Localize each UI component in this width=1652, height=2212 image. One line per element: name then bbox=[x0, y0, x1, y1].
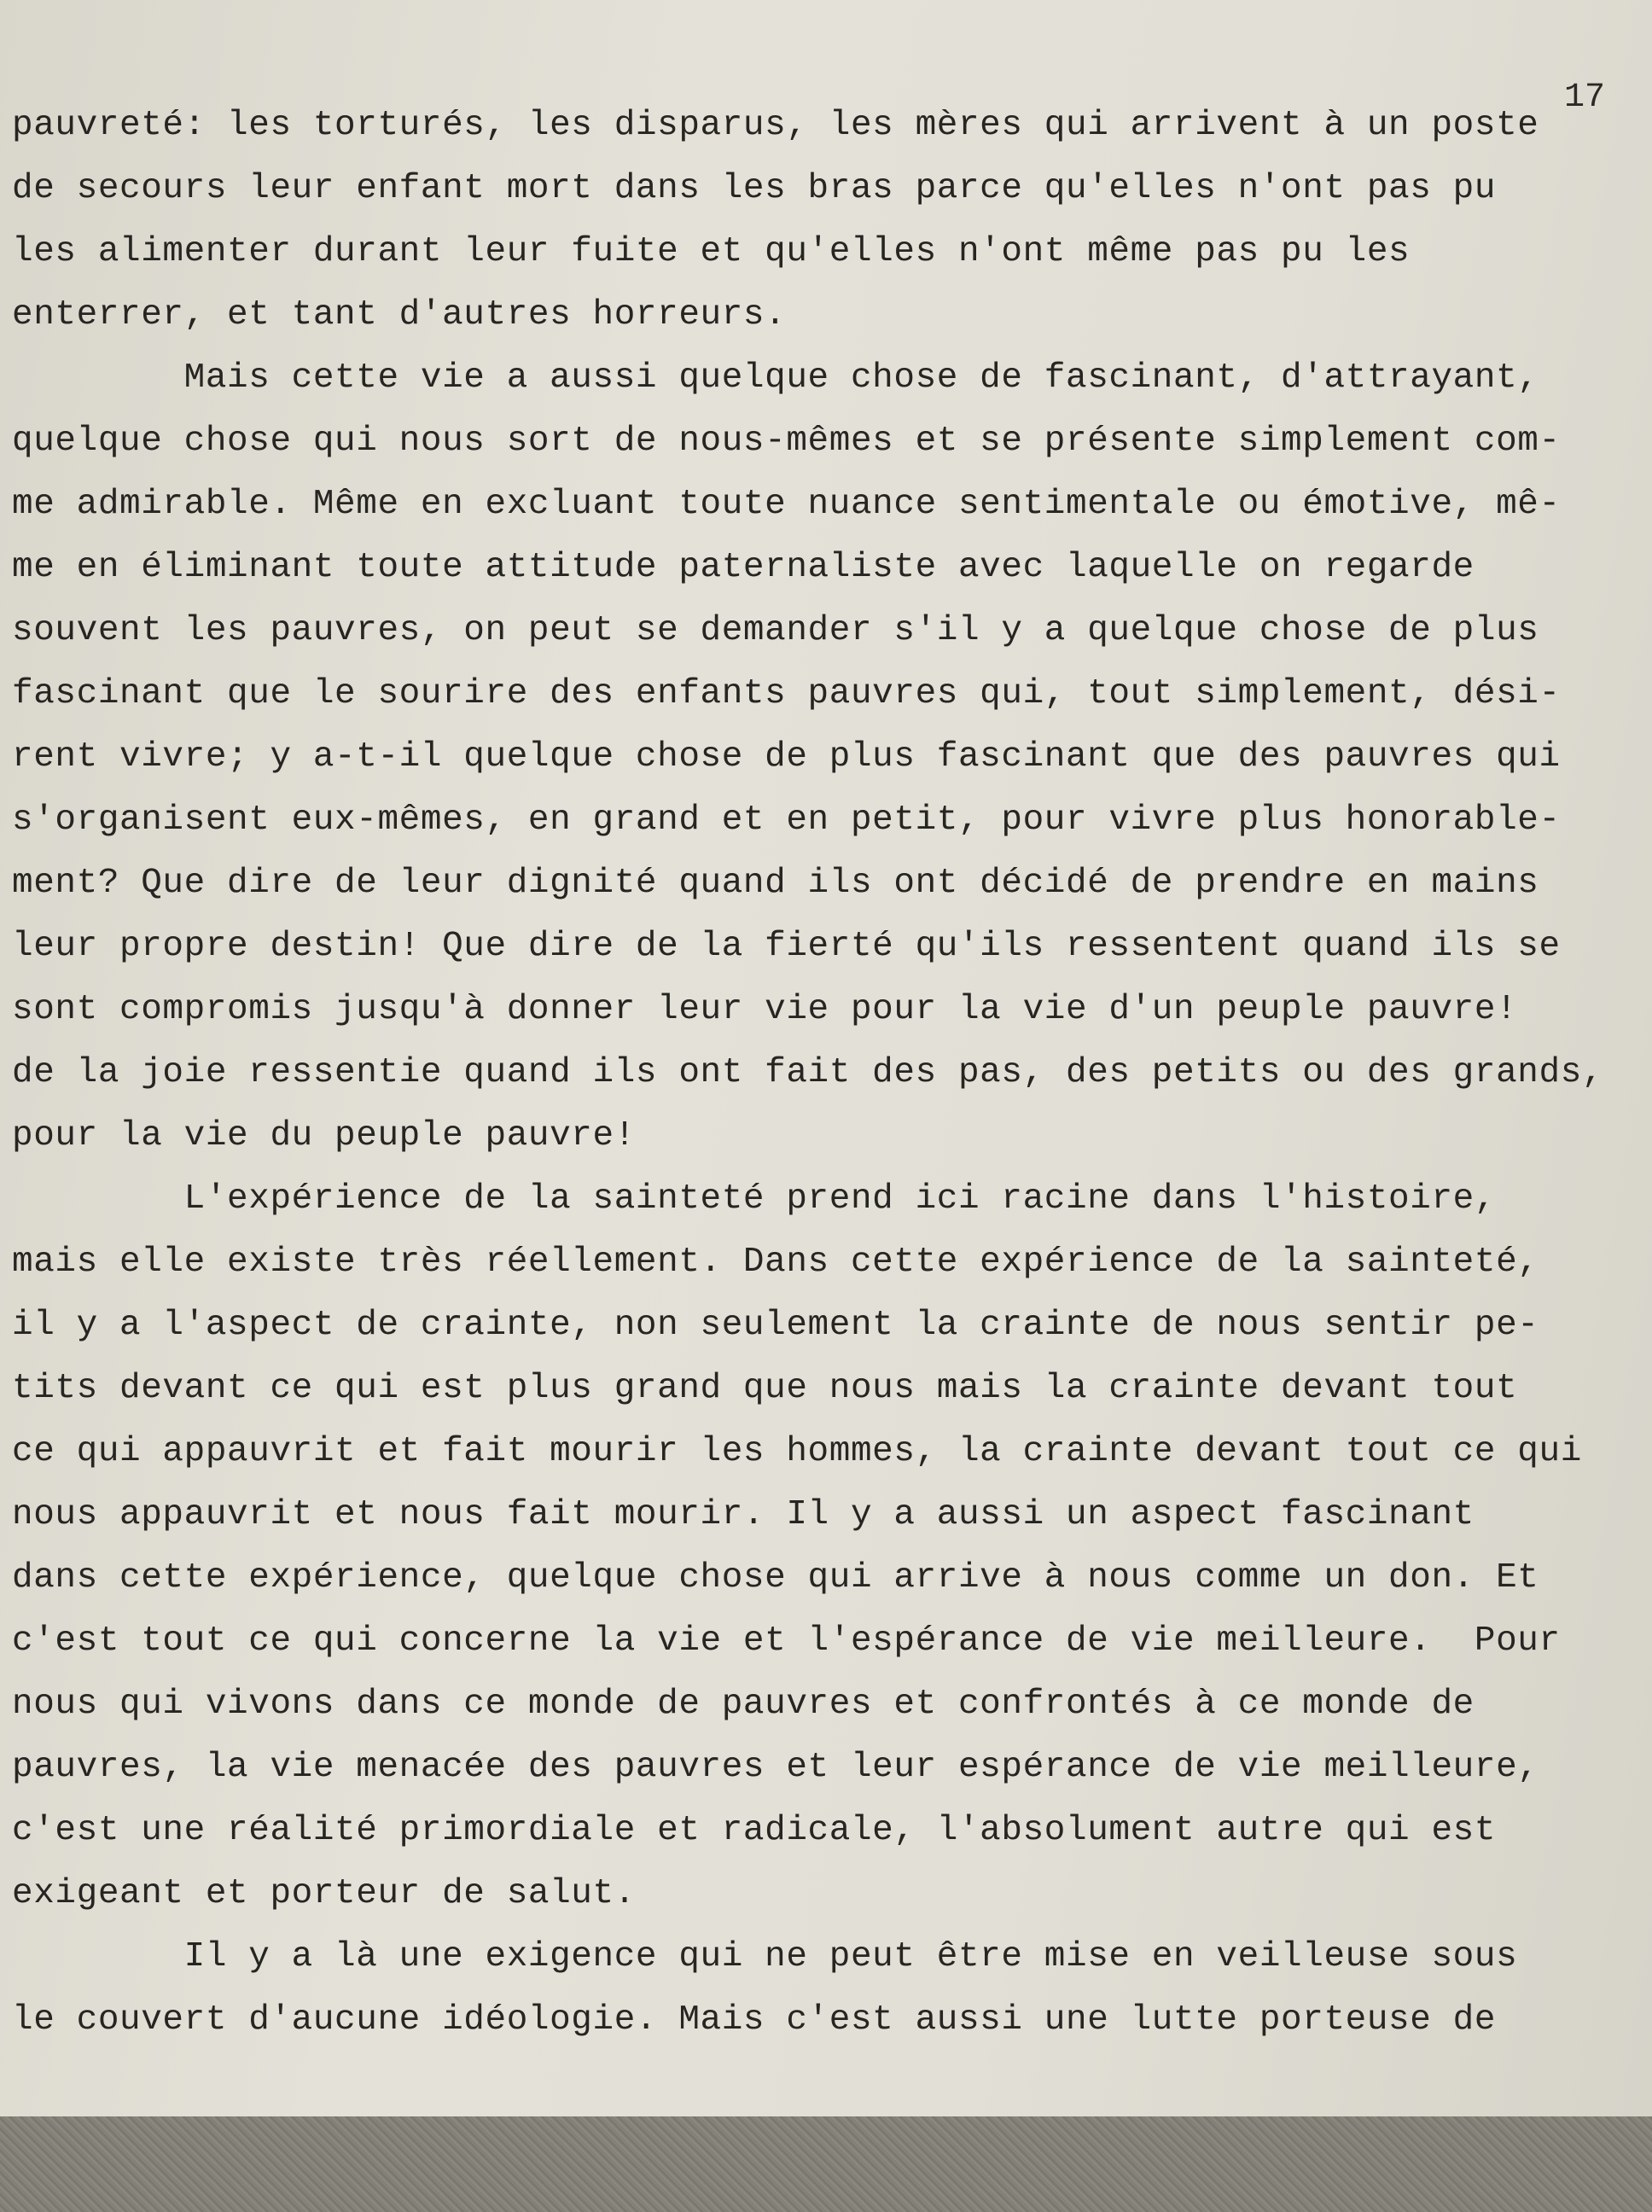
text-line: de la joie ressentie quand ils ont fait des pas, des petits ou des grands, bbox=[12, 1053, 1604, 1092]
text-line: rent vivre; y a-t-il quelque chose de plus fascinant que des pauvres qui bbox=[12, 737, 1561, 777]
text-line: il y a l'aspect de crainte, non seulement la crainte de nous sentir pe- bbox=[12, 1306, 1539, 1345]
text-line: dans cette expérience, quelque chose qui arrive à nous comme un don. Et bbox=[12, 1558, 1539, 1598]
text-line: pour la vie du peuple pauvre! bbox=[12, 1116, 636, 1155]
text-line: nous appauvrit et nous fait mourir. Il y a aussi un aspect fascinant bbox=[12, 1495, 1475, 1534]
body-text bbox=[12, 94, 1633, 2052]
text-line: les alimenter durant leur fuite et qu'elles n'ont même pas pu les bbox=[12, 232, 1411, 271]
text-line: pauvreté: les torturés, les disparus, les mères qui arrivent à un poste bbox=[12, 106, 1539, 145]
text-line: souvent les pauvres, on peut se demander s'il y a quelque chose de plus bbox=[12, 611, 1539, 650]
text-line: c'est tout ce qui concerne la vie et l'espérance de vie meilleure. Pour bbox=[12, 1621, 1561, 1661]
text-line: Mais cette vie a aussi quelque chose de fascinant, d'attrayant, bbox=[12, 358, 1539, 398]
text-line: exigeant et porteur de salut. bbox=[12, 1874, 636, 1913]
text-line: quelque chose qui nous sort de nous-mêmes et se présente simplement com- bbox=[12, 422, 1561, 461]
page-number: 17 bbox=[1563, 79, 1605, 117]
desk-surface bbox=[0, 2116, 1652, 2212]
text-line: tits devant ce qui est plus grand que nous mais la crainte devant tout bbox=[12, 1369, 1518, 1408]
text-line: le couvert d'aucune idéologie. Mais c'est aussi une lutte porteuse de bbox=[12, 2000, 1497, 2040]
text-line: L'expérience de la sainteté prend ici racine dans l'histoire, bbox=[12, 1179, 1497, 1219]
text-line: fascinant que le sourire des enfants pauvres qui, tout simplement, dési- bbox=[12, 674, 1561, 713]
text-line: me admirable. Même en excluant toute nuance sentimentale ou émotive, mê- bbox=[12, 485, 1561, 524]
text-line: s'organisent eux-mêmes, en grand et en petit, pour vivre plus honorable- bbox=[12, 800, 1561, 840]
text-line: sont compromis jusqu'à donner leur vie pour la vie d'un peuple pauvre! bbox=[12, 990, 1518, 1029]
text-line: ment? Que dire de leur dignité quand ils ont décidé de prendre en mains bbox=[12, 864, 1539, 903]
text-line: ce qui appauvrit et fait mourir les hommes, la crainte devant tout ce qui bbox=[12, 1432, 1582, 1471]
text-line: de secours leur enfant mort dans les bras parce qu'elles n'ont pas pu bbox=[12, 169, 1497, 208]
text-line: nous qui vivons dans ce monde de pauvres et confrontés à ce monde de bbox=[12, 1685, 1475, 1724]
text-line: leur propre destin! Que dire de la fierté qu'ils ressentent quand ils se bbox=[12, 927, 1561, 966]
text-line: mais elle existe très réellement. Dans cette expérience de la sainteté, bbox=[12, 1243, 1539, 1282]
text-line: enterrer, et tant d'autres horreurs. bbox=[12, 295, 787, 335]
text-line: c'est une réalité primordiale et radicale, l'absolument autre qui est bbox=[12, 1811, 1497, 1850]
text-line: pauvres, la vie menacée des pauvres et leur espérance de vie meilleure, bbox=[12, 1748, 1539, 1787]
text-line: Il y a là une exigence qui ne peut être mise en veilleuse sous bbox=[12, 1937, 1518, 1976]
text-line: me en éliminant toute attitude paternaliste avec laquelle on regarde bbox=[12, 548, 1475, 587]
